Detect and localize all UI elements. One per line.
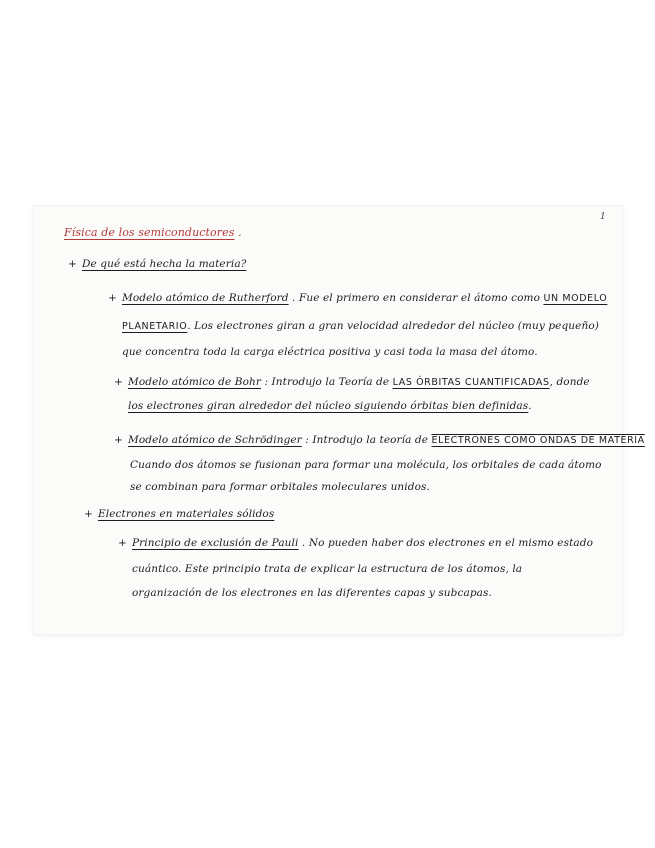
text: Introdujo la Teoría de <box>271 376 393 388</box>
text: se combinan para formar orbitales moleculares unidos. <box>130 481 430 493</box>
section-title: Electrones en materiales sólidos <box>98 508 275 520</box>
pauli-line-1 <box>118 537 593 549</box>
schrodinger-line-1 <box>114 434 645 446</box>
separator: . <box>301 537 306 549</box>
text: que concentra toda la carga eléctrica positiva y casi toda la masa del átomo. <box>122 346 538 358</box>
bullet: + <box>114 376 123 388</box>
page-number: 1 <box>600 212 606 222</box>
bullet: + <box>84 508 93 520</box>
separator: : <box>264 376 269 388</box>
rutherford-line-3 <box>122 346 538 358</box>
bullet: + <box>68 258 77 270</box>
separator: : <box>305 434 309 446</box>
text: . Los electrones giran a gran velocidad alrededor del núcleo (muy pequeño) <box>187 320 599 332</box>
principle-name: Principio de exclusión de Pauli <box>132 537 299 549</box>
text: Fue el primero en considerar el átomo como <box>298 292 544 304</box>
bohr-line-2 <box>128 400 532 412</box>
text: Cuando dos átomos se fusionan para formar una molécula, los orbitales de cada átomo <box>130 459 602 471</box>
text: . <box>528 400 532 412</box>
section-heading <box>84 508 274 520</box>
bullet: + <box>118 537 127 549</box>
pauli-line-3 <box>132 587 492 599</box>
model-name: Modelo atómico de Bohr <box>128 376 261 388</box>
rutherford-line-1 <box>108 292 607 304</box>
model-name: Modelo atómico de Schrödinger <box>128 434 302 446</box>
underlined-text: los electrones giran alrededor del núcleo siguiendo órbitas bien definidas <box>128 400 529 412</box>
bohr-line-1 <box>114 376 590 388</box>
caps-highlight: LAS ÓRBITAS CUANTIFICADAS <box>392 377 550 388</box>
rutherford-line-2 <box>122 320 599 332</box>
bullet: + <box>108 292 117 304</box>
title-text: Física de los semiconductores <box>64 226 235 239</box>
schrodinger-line-3 <box>130 481 430 493</box>
schrodinger-line-2 <box>130 459 602 471</box>
text: Introdujo la teoría de <box>312 434 432 446</box>
text: No pueden haber dos electrones en el mismo estado <box>308 537 593 549</box>
pauli-line-2 <box>132 563 522 575</box>
caps-highlight: PLANETARIO <box>122 321 188 332</box>
title-dot: . <box>238 226 242 239</box>
caps-highlight: ELECTRONES COMO ONDAS DE MATERIA <box>431 435 645 446</box>
separator: . <box>292 292 296 304</box>
text: organización de los electrones en las diferentes capas y subcapas. <box>132 587 492 599</box>
section-title: De qué está hecha la materia? <box>82 258 247 270</box>
text: cuántico. Este principio trata de explicar la estructura de los átomos, la <box>132 563 523 575</box>
caps-highlight: UN MODELO <box>543 293 608 304</box>
text: , donde <box>549 376 590 388</box>
bullet: + <box>114 434 123 446</box>
section-heading <box>68 258 246 270</box>
model-name: Modelo atómico de Rutherford <box>122 292 289 304</box>
page-title <box>64 226 242 239</box>
